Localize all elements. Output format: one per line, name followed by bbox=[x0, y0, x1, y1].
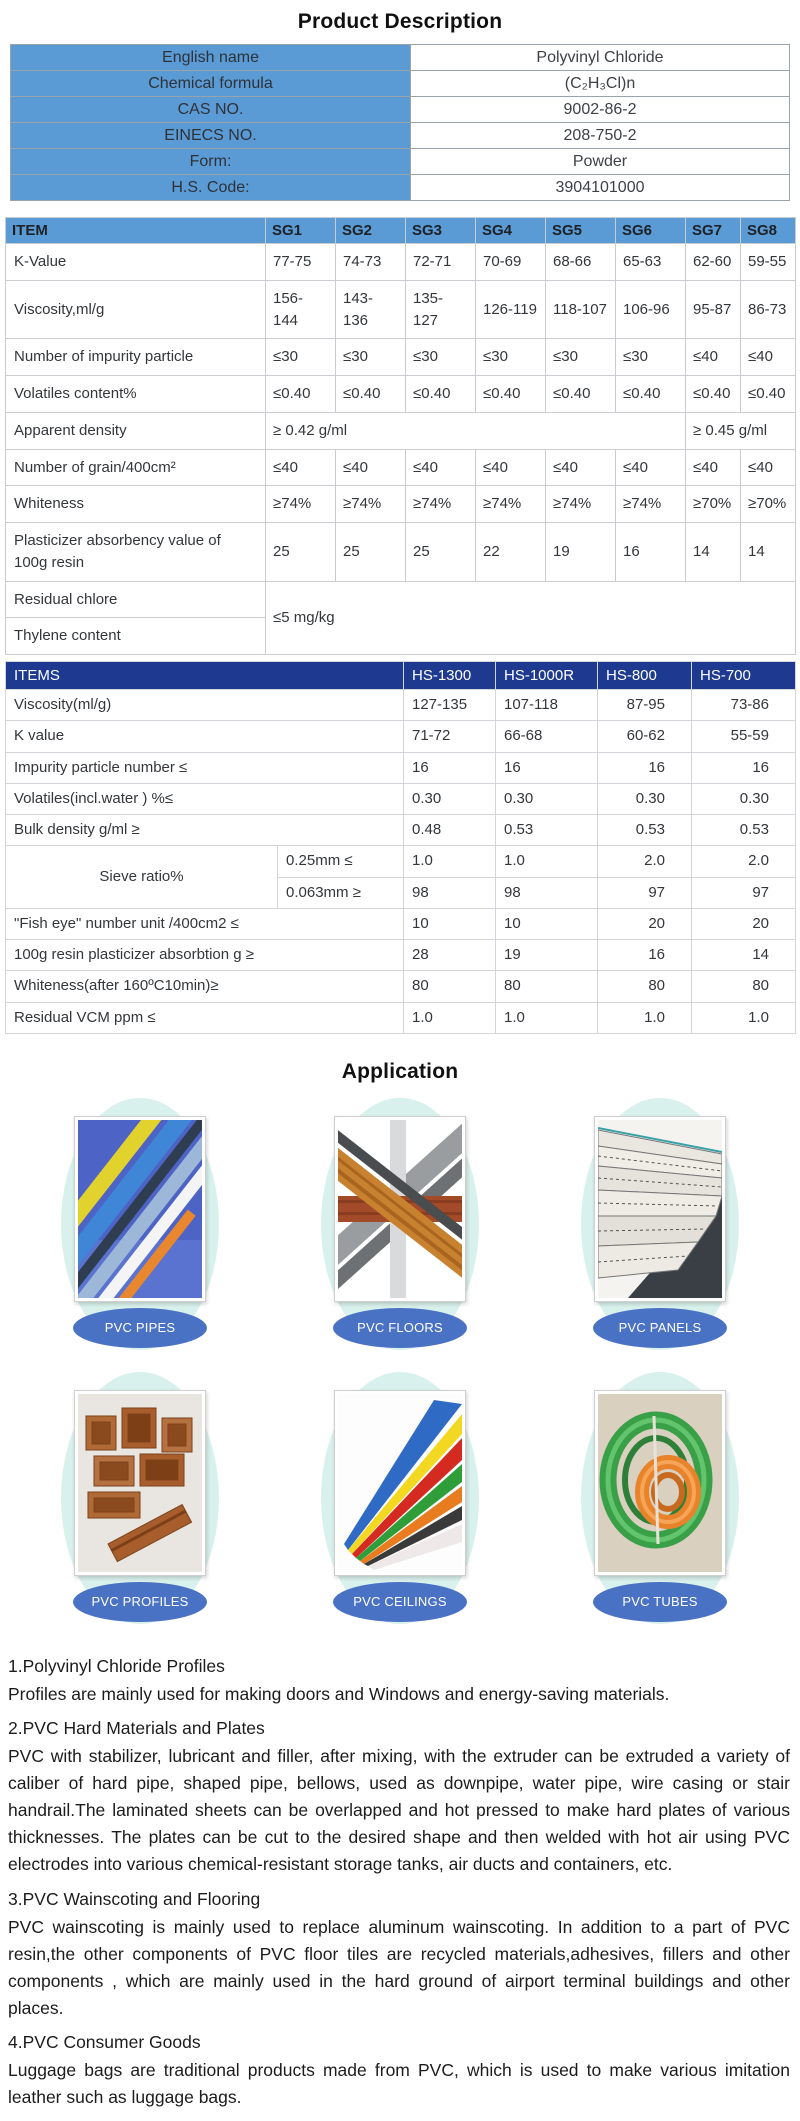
section-heading: 3.PVC Wainscoting and Flooring bbox=[8, 1888, 261, 1909]
info-value: Powder bbox=[411, 149, 790, 175]
table-row bbox=[11, 149, 790, 175]
table-row bbox=[6, 721, 796, 752]
cell: 16 bbox=[616, 523, 686, 582]
cell: 106-96 bbox=[616, 280, 686, 339]
cell: 0.30 bbox=[496, 783, 598, 814]
cell: ≤30 bbox=[616, 339, 686, 376]
cell: ≤0.40 bbox=[266, 376, 336, 413]
column-header: SG7 bbox=[686, 218, 741, 244]
cell: 80 bbox=[496, 971, 598, 1002]
cell: 20 bbox=[692, 908, 796, 939]
cell: 87-95 bbox=[598, 690, 692, 721]
cell: 77-75 bbox=[266, 244, 336, 281]
row-label: K-Value bbox=[6, 244, 266, 281]
cell: ≤0.40 bbox=[476, 376, 546, 413]
info-value: 9002-86-2 bbox=[411, 97, 790, 123]
row-label: Whiteness bbox=[6, 486, 266, 523]
cell: 68-66 bbox=[546, 244, 616, 281]
application-title: Application bbox=[341, 1059, 459, 1083]
cell: 59-55 bbox=[741, 244, 796, 281]
row-label: Whiteness(after 160ºC10min)≥ bbox=[6, 971, 404, 1002]
cell: 0.30 bbox=[692, 783, 796, 814]
table-row bbox=[6, 449, 796, 486]
row-label: Number of grain/400cm² bbox=[6, 449, 266, 486]
cell: 62-60 bbox=[686, 244, 741, 281]
info-label: H.S. Code: bbox=[11, 175, 411, 201]
row-label: Residual VCM ppm ≤ bbox=[6, 1002, 404, 1033]
cell: 95-87 bbox=[686, 280, 741, 339]
column-header: ITEMS bbox=[6, 662, 404, 690]
column-header: SG6 bbox=[616, 218, 686, 244]
info-value: Polyvinyl Chloride bbox=[411, 45, 790, 71]
section-body: PVC with stabilizer, lubricant and filler, after mixing, with the extruder can be extruded a variety of caliber of hard pipe, shaped pipe, bellows, used as downpipe, water pipe, wire casing or stair handrail.The laminated sheets can be overlapped and hot pressed to make hard plates of various thicknesses. The plates can be cut to the desired shape and then welded with hot air using PVC electrodes into various chemical-resistant storage tanks, air ducts and containers, etc. bbox=[8, 1745, 790, 1875]
application-label-pill bbox=[73, 1308, 207, 1348]
row-label: Viscosity,ml/g bbox=[6, 280, 266, 339]
cell: 1.0 bbox=[404, 846, 496, 877]
cell: ≥70% bbox=[686, 486, 741, 523]
row-label: Bulk density g/ml ≥ bbox=[6, 815, 404, 846]
cell: 0.53 bbox=[692, 815, 796, 846]
table-row bbox=[11, 123, 790, 149]
sub-row-label: 0.063mm ≥ bbox=[278, 877, 404, 908]
row-label: Residual chlore bbox=[6, 581, 266, 618]
column-header: HS-1000R bbox=[496, 662, 598, 690]
table-row bbox=[6, 339, 796, 376]
cell: ≥ 0.42 g/ml bbox=[266, 412, 686, 449]
application-label-pill bbox=[593, 1308, 727, 1348]
cell: 25 bbox=[266, 523, 336, 582]
cell: ≤0.40 bbox=[406, 376, 476, 413]
table-row bbox=[6, 244, 796, 281]
cell: 86-73 bbox=[741, 280, 796, 339]
sg-grades-table bbox=[5, 217, 796, 655]
cell: 28 bbox=[404, 940, 496, 971]
cell: 14 bbox=[692, 940, 796, 971]
column-header: SG3 bbox=[406, 218, 476, 244]
cell: 98 bbox=[496, 877, 598, 908]
cell: 97 bbox=[692, 877, 796, 908]
application-label: PVC CEILINGS bbox=[353, 1594, 447, 1610]
cell: 135-127 bbox=[406, 280, 476, 339]
cell: 127-135 bbox=[404, 690, 496, 721]
application-item-ceilings bbox=[270, 1372, 530, 1640]
table-row bbox=[6, 280, 796, 339]
cell: 55-59 bbox=[692, 721, 796, 752]
application-item-pipes bbox=[10, 1098, 270, 1366]
row-label: Volatiles content% bbox=[6, 376, 266, 413]
cell: ≤40 bbox=[266, 449, 336, 486]
pvc-panels-image bbox=[594, 1116, 726, 1302]
application-label: PVC PROFILES bbox=[91, 1594, 189, 1610]
table-row bbox=[11, 175, 790, 201]
row-label: Volatiles(incl.water ) %≤ bbox=[6, 783, 404, 814]
column-header: HS-800 bbox=[598, 662, 692, 690]
cell: 25 bbox=[406, 523, 476, 582]
table-row bbox=[6, 523, 796, 582]
cell: ≤30 bbox=[266, 339, 336, 376]
table-header-row bbox=[6, 218, 796, 244]
table-row bbox=[6, 846, 796, 877]
section-heading: 2.PVC Hard Materials and Plates bbox=[8, 1717, 265, 1738]
info-label: EINECS NO. bbox=[11, 123, 411, 149]
cell: 70-69 bbox=[476, 244, 546, 281]
cell: ≥74% bbox=[546, 486, 616, 523]
table-row bbox=[11, 45, 790, 71]
row-label: Number of impurity particle bbox=[6, 339, 266, 376]
cell: ≤0.40 bbox=[616, 376, 686, 413]
row-label: Impurity particle number ≤ bbox=[6, 752, 404, 783]
row-label: Viscosity(ml/g) bbox=[6, 690, 404, 721]
cell: ≤5 mg/kg bbox=[266, 581, 796, 655]
table-row bbox=[6, 908, 796, 939]
cell: 72-71 bbox=[406, 244, 476, 281]
row-label: Sieve ratio% bbox=[6, 846, 278, 909]
table-row bbox=[6, 940, 796, 971]
cell: ≤40 bbox=[406, 449, 476, 486]
cell: 80 bbox=[404, 971, 496, 1002]
cell: 65-63 bbox=[616, 244, 686, 281]
cell: 19 bbox=[546, 523, 616, 582]
application-label-pill bbox=[333, 1308, 467, 1348]
cell: 22 bbox=[476, 523, 546, 582]
application-label: PVC TUBES bbox=[622, 1594, 698, 1610]
cell: 1.0 bbox=[496, 846, 598, 877]
cell: ≤30 bbox=[546, 339, 616, 376]
info-label: Chemical formula bbox=[11, 71, 411, 97]
cell: ≤40 bbox=[686, 339, 741, 376]
table-row bbox=[6, 971, 796, 1002]
cell: 0.53 bbox=[598, 815, 692, 846]
cell: 0.48 bbox=[404, 815, 496, 846]
cell: 118-107 bbox=[546, 280, 616, 339]
cell: ≤0.40 bbox=[686, 376, 741, 413]
cell: ≥74% bbox=[406, 486, 476, 523]
table-row bbox=[6, 412, 796, 449]
cell: ≥ 0.45 g/ml bbox=[686, 412, 796, 449]
row-label: K value bbox=[6, 721, 404, 752]
cell: 107-118 bbox=[496, 690, 598, 721]
column-header: HS-700 bbox=[692, 662, 796, 690]
cell: 14 bbox=[741, 523, 796, 582]
application-item-panels bbox=[530, 1098, 790, 1366]
pvc-floors-image bbox=[334, 1116, 466, 1302]
cell: 16 bbox=[598, 752, 692, 783]
cell: 25 bbox=[336, 523, 406, 582]
column-header: HS-1300 bbox=[404, 662, 496, 690]
cell: ≤0.40 bbox=[546, 376, 616, 413]
table-row bbox=[11, 97, 790, 123]
application-label: PVC PIPES bbox=[104, 1320, 176, 1336]
cell: 143-136 bbox=[336, 280, 406, 339]
cell: 16 bbox=[404, 752, 496, 783]
cell: ≤30 bbox=[406, 339, 476, 376]
cell: ≤40 bbox=[336, 449, 406, 486]
cell: 14 bbox=[686, 523, 741, 582]
application-label-pill bbox=[73, 1582, 207, 1622]
cell: 156-144 bbox=[266, 280, 336, 339]
cell: ≤30 bbox=[476, 339, 546, 376]
cell: ≤40 bbox=[546, 449, 616, 486]
application-label-pill bbox=[333, 1582, 467, 1622]
cell: ≥74% bbox=[266, 486, 336, 523]
cell: 1.0 bbox=[598, 1002, 692, 1033]
cell: ≤40 bbox=[476, 449, 546, 486]
cell: ≤0.40 bbox=[336, 376, 406, 413]
column-header: SG5 bbox=[546, 218, 616, 244]
section-heading: 4.PVC Consumer Goods bbox=[8, 2032, 201, 2052]
pvc-pipes-image bbox=[74, 1116, 206, 1302]
cell: ≥74% bbox=[616, 486, 686, 523]
cell: 2.0 bbox=[598, 846, 692, 877]
cell: 19 bbox=[496, 940, 598, 971]
application-item-profiles bbox=[10, 1372, 270, 1640]
cell: ≥74% bbox=[476, 486, 546, 523]
row-label: "Fish eye" number unit /400cm2 ≤ bbox=[6, 908, 404, 939]
cell: 0.53 bbox=[496, 815, 598, 846]
cell: 16 bbox=[692, 752, 796, 783]
cell: 1.0 bbox=[404, 1002, 496, 1033]
info-label: English name bbox=[11, 45, 411, 71]
cell: 98 bbox=[404, 877, 496, 908]
cell: ≥74% bbox=[336, 486, 406, 523]
application-label: PVC FLOORS bbox=[357, 1320, 443, 1336]
application-item-floors bbox=[270, 1098, 530, 1366]
application-item-tubes bbox=[530, 1372, 790, 1640]
cell: 80 bbox=[598, 971, 692, 1002]
column-header: ITEM bbox=[6, 218, 266, 244]
row-label: Apparent density bbox=[6, 412, 266, 449]
cell: ≤30 bbox=[336, 339, 406, 376]
cell: 1.0 bbox=[496, 1002, 598, 1033]
cell: ≥70% bbox=[741, 486, 796, 523]
table-row bbox=[6, 690, 796, 721]
cell: 66-68 bbox=[496, 721, 598, 752]
cell: 10 bbox=[496, 908, 598, 939]
info-value: 208-750-2 bbox=[411, 123, 790, 149]
section-body: Profiles are mainly used for making doors and Windows and energy-saving materials. bbox=[8, 1683, 670, 1704]
info-value: (C₂H₃Cl)n bbox=[411, 71, 790, 97]
column-header: SG2 bbox=[336, 218, 406, 244]
cell: 73-86 bbox=[692, 690, 796, 721]
table-row bbox=[6, 815, 796, 846]
cell: 0.30 bbox=[404, 783, 496, 814]
info-label: Form: bbox=[11, 149, 411, 175]
cell: 97 bbox=[598, 877, 692, 908]
cell: 74-73 bbox=[336, 244, 406, 281]
row-label: 100g resin plasticizer absorbtion g ≥ bbox=[6, 940, 404, 971]
cell: 0.30 bbox=[598, 783, 692, 814]
cell: 80 bbox=[692, 971, 796, 1002]
table-row bbox=[6, 376, 796, 413]
cell: 71-72 bbox=[404, 721, 496, 752]
application-text bbox=[4, 1656, 794, 2112]
page-title: Product Description bbox=[297, 10, 503, 33]
application-label: PVC PANELS bbox=[618, 1320, 702, 1336]
column-header: SG1 bbox=[266, 218, 336, 244]
cell: 1.0 bbox=[692, 1002, 796, 1033]
table-row bbox=[11, 71, 790, 97]
application-label-pill bbox=[593, 1582, 727, 1622]
section-body: PVC wainscoting is mainly used to replace aluminum wainscoting. In addition to a part of PVC resin,the other components of PVC floor tiles are recycled materials,adhesives, fillers and other components , which are mainly used in the hard ground of airport terminal buildings and other places. bbox=[8, 1916, 790, 2018]
cell: ≤40 bbox=[686, 449, 741, 486]
table-header-row bbox=[6, 662, 796, 690]
info-value: 3904101000 bbox=[411, 175, 790, 201]
table-row bbox=[6, 752, 796, 783]
sub-row-label: 0.25mm ≤ bbox=[278, 846, 404, 877]
cell: ≤40 bbox=[741, 339, 796, 376]
cell: 20 bbox=[598, 908, 692, 939]
table-row bbox=[6, 486, 796, 523]
pvc-profiles-image bbox=[74, 1390, 206, 1576]
cell: 10 bbox=[404, 908, 496, 939]
cell: 126-119 bbox=[476, 280, 546, 339]
row-label: Plasticizer absorbency value of 100g resin bbox=[6, 523, 266, 582]
table-row bbox=[6, 783, 796, 814]
cell: 16 bbox=[496, 752, 598, 783]
table-row bbox=[6, 1002, 796, 1033]
column-header: SG8 bbox=[741, 218, 796, 244]
hs-grades-table bbox=[5, 661, 796, 1034]
pvc-ceilings-image bbox=[334, 1390, 466, 1576]
cell: ≤40 bbox=[616, 449, 686, 486]
cell: 60-62 bbox=[598, 721, 692, 752]
cell: 16 bbox=[598, 940, 692, 971]
column-header: SG4 bbox=[476, 218, 546, 244]
pvc-tubes-image bbox=[594, 1390, 726, 1576]
table-row bbox=[6, 581, 796, 618]
cell: 2.0 bbox=[692, 846, 796, 877]
section-heading: 1.Polyvinyl Chloride Profiles bbox=[8, 1655, 225, 1676]
application-grid bbox=[10, 1098, 790, 1640]
product-info-table bbox=[10, 44, 790, 201]
section-body: Luggage bags are traditional products made from PVC, which is used to make various imitation leather such as luggage bags. bbox=[8, 2060, 790, 2108]
row-label: Thylene content bbox=[6, 618, 266, 655]
cell: ≤0.40 bbox=[741, 376, 796, 413]
info-label: CAS NO. bbox=[11, 97, 411, 123]
cell: ≤40 bbox=[741, 449, 796, 486]
